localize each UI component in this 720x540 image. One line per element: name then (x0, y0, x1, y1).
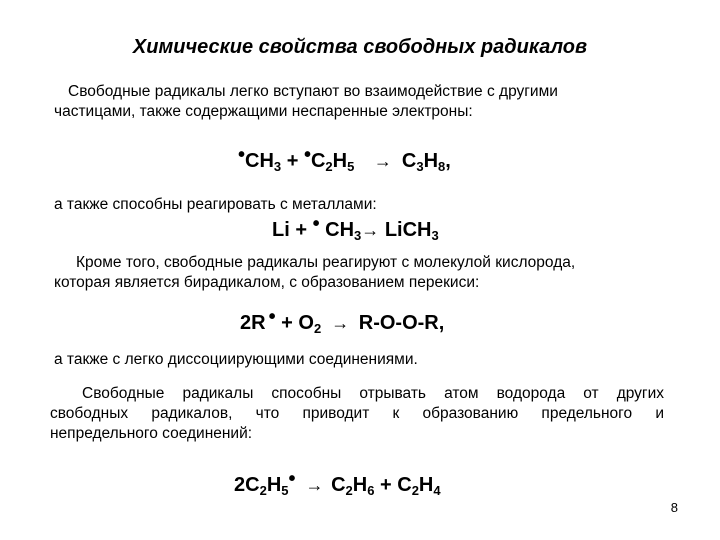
hydrogen-line-3: непредельного соединений: (50, 425, 253, 442)
eq4-term: H (352, 474, 368, 496)
eq2-term: LiCH (379, 219, 432, 241)
eq4-term: C (325, 474, 346, 496)
eq2-term: Li + (272, 219, 313, 241)
eq4-subscript: 2 (411, 483, 419, 498)
eq1-term: H (423, 150, 439, 172)
eq1-subscript: 8 (438, 159, 446, 174)
eq4-subscript: 4 (433, 483, 441, 498)
eq4-subscript: 2 (259, 483, 267, 498)
eq1-term: C (310, 150, 326, 172)
equation-lithium (272, 213, 439, 243)
equation-peroxide (240, 306, 445, 336)
intro-paragraph (54, 82, 558, 122)
intro-line-1: Свободные радикалы легко вступают во взаимодействие с другими (68, 83, 558, 100)
reaction-arrow: → (361, 220, 380, 240)
hydrogen-abstraction-paragraph (50, 384, 664, 444)
radical-dot: • (303, 144, 311, 166)
eq4-term: H (418, 474, 434, 496)
eq2-subscript: 3 (431, 228, 439, 243)
eq3-term: R-O-O-R, (353, 312, 445, 334)
eq4-term: H (266, 474, 282, 496)
oxygen-line-2: которая является бирадикалом, с образованием перекиси: (54, 274, 480, 291)
eq2-term: CH (319, 219, 355, 241)
eq3-term: 2R (240, 312, 266, 334)
eq1-subscript: 3 (273, 159, 282, 174)
oxygen-line-1: Кроме того, свободные радикалы реагируют с молекулой кислорода, (76, 254, 576, 271)
eq3-subscript: 2 (313, 321, 322, 336)
radical-dot: • (312, 213, 320, 235)
eq1-subscript: 2 (325, 159, 333, 174)
eq1-plus: + (281, 150, 304, 172)
eq4-subscript: 5 (281, 483, 289, 498)
slide-title: Химические свойства свободных радикалов (132, 36, 588, 58)
radical-dot: • (238, 144, 246, 166)
hydrogen-line-2: свободных радикалов, что приводит к образованию предельного и (50, 405, 664, 422)
dissociation-paragraph: а также с легко диссоциирующими соединениями. (54, 351, 418, 368)
page-number: 8 (670, 500, 678, 515)
eq4-subscript: 6 (367, 483, 375, 498)
hydrogen-line-1: Свободные радикалы способны отрывать атом водорода от других (82, 385, 664, 402)
reaction-arrow: → (373, 151, 392, 171)
oxygen-paragraph (54, 253, 575, 293)
equation-radical-recombination (238, 144, 451, 174)
radical-dot: • (268, 306, 276, 328)
eq4-term: 2C (234, 474, 260, 496)
eq1-term: C (401, 150, 417, 172)
eq1-subscript: 3 (416, 159, 424, 174)
eq1-subscript: 5 (347, 159, 355, 174)
metals-paragraph: а также способны реагировать с металлами: (54, 196, 377, 213)
eq2-subscript: 3 (354, 228, 362, 243)
reaction-arrow: → (331, 313, 350, 333)
eq4-term: + C (374, 474, 412, 496)
eq3-term: + O (275, 312, 314, 334)
intro-line-2: частицами, также содержащими неспаренные электроны: (54, 103, 473, 120)
eq4-subscript: 2 (345, 483, 353, 498)
radical-dot: • (288, 468, 296, 490)
reaction-arrow: → (305, 475, 324, 495)
eq1-term: CH (245, 150, 274, 172)
equation-disproportionation (234, 468, 441, 498)
eq1-comma: , (445, 150, 451, 172)
eq1-term: H (332, 150, 348, 172)
